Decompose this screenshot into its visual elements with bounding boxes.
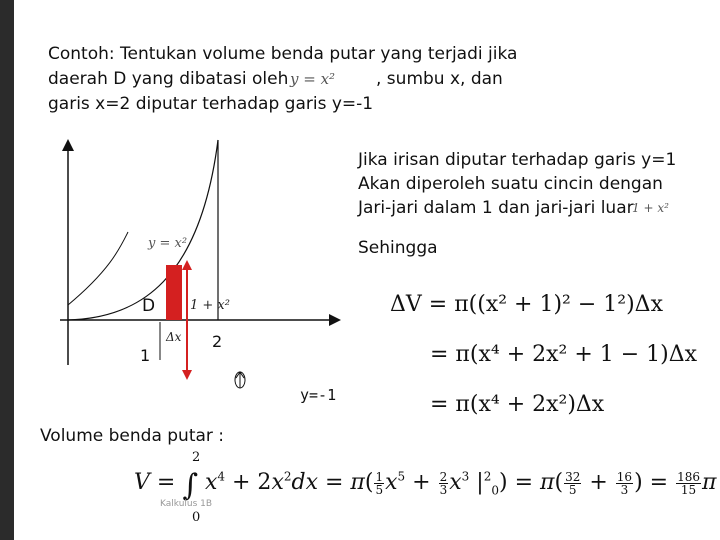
dv-equation-2: = π(x⁴ + 2x² + 1 − 1)Δx [430,342,698,367]
watermark: Kalkulus 1B [160,499,213,509]
region-label-d: D [142,296,156,316]
explanation-line-1: Jika irisan diputar terhadap garis y=1 [358,150,677,170]
explanation-line-2: Akan diperoleh suatu cincin dengan [358,174,663,194]
upper-limit: 2 [192,450,201,465]
curve-label: y = x² [148,236,188,251]
problem-line-2-math: y = x² [290,70,336,88]
lower-limit: 0 [192,510,201,525]
curve-left [68,232,128,305]
inner-radius-label-1: 1 [140,346,151,365]
problem-line-2b: , sumbu x, dan [376,69,503,89]
slice-strip [166,265,182,320]
dv-equation-1: ΔV = π((x² + 1)² − 1²)Δx [390,292,663,317]
explanation-outer-radius: 1 + x² [632,201,669,215]
volume-integral: V = ∫ $x^4 + 2x^2dx = \pi$( $\frac{1}{5}$ $x^5$ + $\frac{2}{3}$ $x^3$ $|^2_0) = \pi$( $\frac{32}{5}$ + $\frac{16}{3}$ ) = $\frac{186}{15}$ π [134,468,717,503]
problem-line-1: Contoh: Tentukan volume benda putar yang terjadi jika [48,44,518,64]
explanation-line-3: Jari-jari dalam 1 dan jari-jari luar [358,198,634,218]
outer-radius-label: 1 + x² [190,298,230,313]
problem-line-2a: daerah D yang dibatasi oleh [48,69,289,89]
axis-line-label: y=-1 [300,386,337,404]
x-label-2: 2 [212,332,223,351]
problem-line-3: garis x=2 diputar terhadap garis y=-1 [48,94,374,114]
sehingga-label: Sehingga [358,238,438,258]
volume-label: Volume benda putar : [40,426,225,446]
dv-equation-3: = π(x⁴ + 2x²)Δx [430,392,605,417]
dx-label: Δx [166,330,182,344]
parabola-curve [68,140,218,320]
